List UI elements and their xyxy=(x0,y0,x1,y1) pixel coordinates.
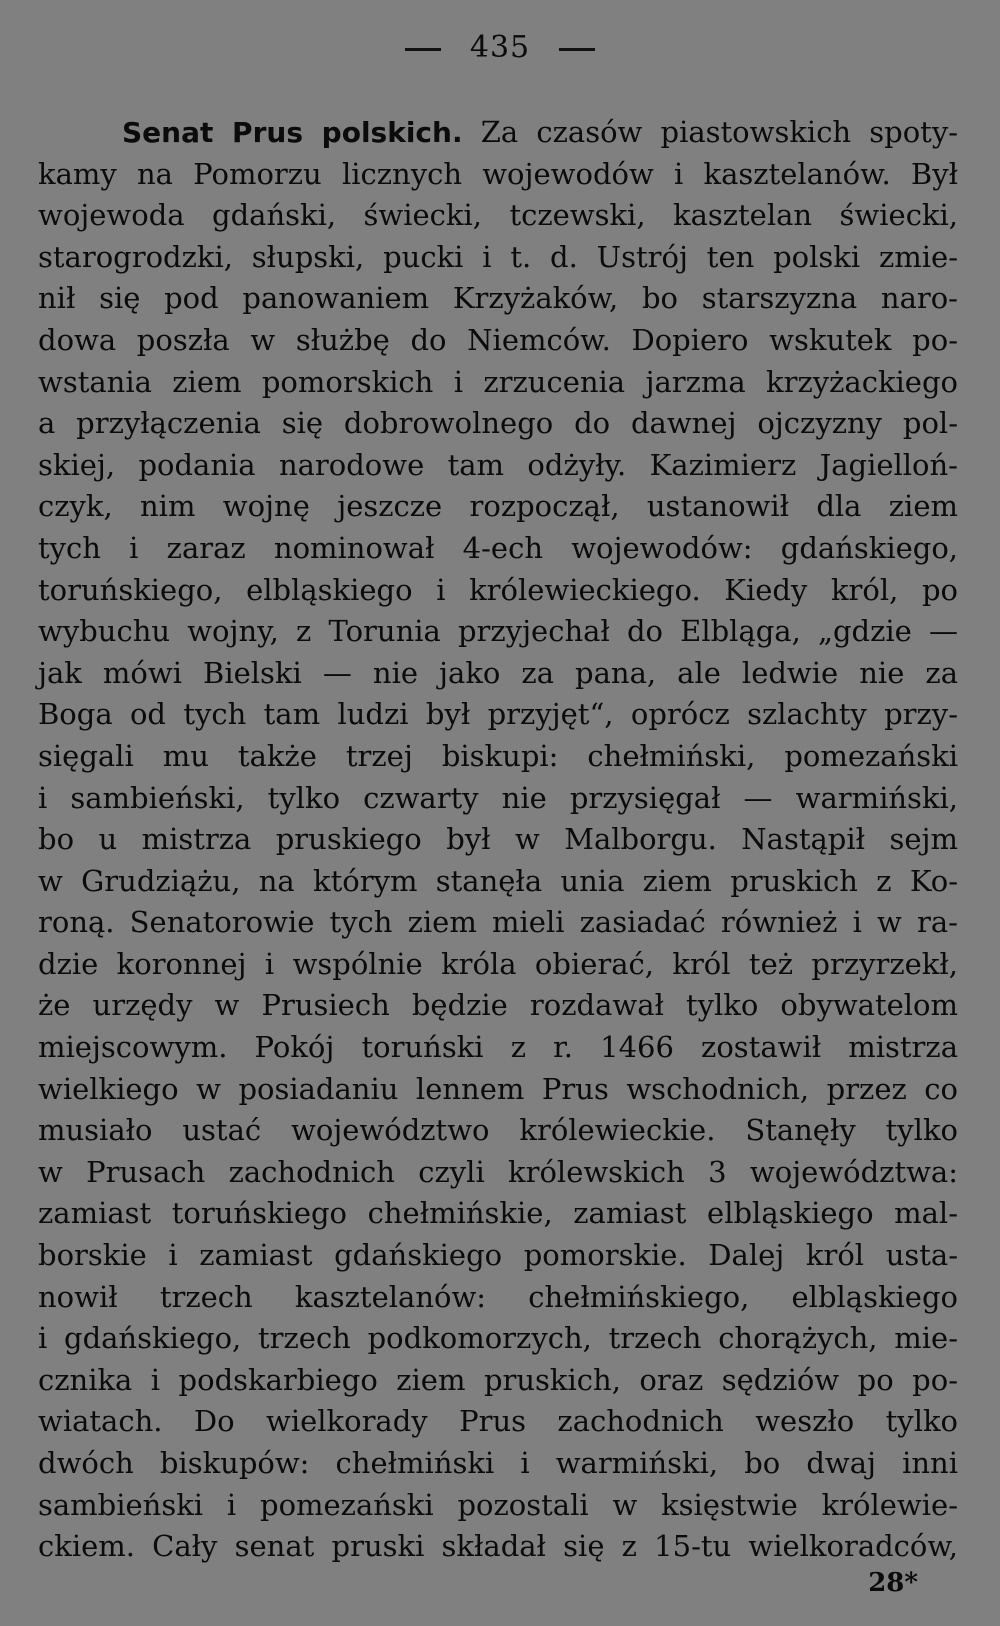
text-line: dzie koronnej i wspólnie króla obierać, król też przyrzekł, xyxy=(38,946,958,981)
text-line: wstania ziem pomorskich i zrzucenia jarzma krzyżackiego xyxy=(38,364,958,399)
text-line xyxy=(38,112,958,154)
text-line: wielkiego w posiadaniu lennem Prus wschodnich, przez co xyxy=(38,1071,958,1106)
header-dash-left xyxy=(405,48,441,51)
text-line: kamy na Pomorzu licznych wojewodów i kasztelanów. Był xyxy=(38,156,958,191)
text-line: i gdańskiego, trzech podkomorzych, trzech chorążych, mie- xyxy=(38,1321,958,1356)
text-line: wojewoda gdański, świecki, tczewski, kasztelan świecki, xyxy=(38,198,958,233)
printer-signature: 28* xyxy=(868,1568,918,1598)
text-line: w Grudziążu, na którym stanęła unia ziem pruskich z Ko- xyxy=(38,863,958,898)
text-line: wiatach. Do wielkorady Prus zachodnich weszło tylko xyxy=(38,1404,958,1439)
section-lead-heading: Senat Prus polskich. xyxy=(122,116,463,149)
text-line: ckiem. Cały senat pruski składał się z 15-tu wielkoradców, xyxy=(38,1529,958,1564)
text-line: tych i zaraz nominował 4-ech wojewodów: gdańskiego, xyxy=(38,530,958,565)
text-line: dowa poszła w służbę do Niemców. Dopiero wskutek po- xyxy=(38,322,958,357)
text-line: sambieński i pomezański pozostali w księstwie królewie- xyxy=(38,1487,958,1522)
text-line: dwóch biskupów: chełmiński i warmiński, bo dwaj inni xyxy=(38,1446,958,1480)
page-header xyxy=(0,30,1000,65)
text-line: bo u mistrza pruskiego był w Malborgu. Nastąpił sejm xyxy=(38,822,958,857)
text-line: nił się pod panowaniem Krzyżaków, bo starszyzna naro- xyxy=(38,281,958,316)
text-line-content: Za czasów piastowskich spoty- xyxy=(480,115,959,149)
text-line: musiało ustać województwo królewieckie. Stanęły tylko xyxy=(38,1113,958,1148)
text-line: jak mówi Bielski — nie jako za pana, ale ledwie nie za xyxy=(38,655,958,690)
text-line: borskie i zamiast gdańskiego pomorskie. Dalej król usta- xyxy=(38,1238,958,1273)
text-line: miejscowym. Pokój toruński z r. 1466 zostawił mistrza xyxy=(38,1030,958,1065)
text-line: skiej, podania narodowe tam odżyły. Kazimierz Jagielloń- xyxy=(38,447,958,482)
text-line: Boga od tych tam ludzi był przyjęt“, oprócz szlachty przy- xyxy=(38,697,958,732)
paragraph-senat-prus xyxy=(38,112,958,1568)
text-line: sięgali mu także trzej biskupi: chełmiński, pomezański xyxy=(38,738,958,773)
text-line: roną. Senatorowie tych ziem mieli zasiadać również i w ra- xyxy=(38,905,958,940)
text-line: zamiast toruńskiego chełmińskie, zamiast elbląskiego mal- xyxy=(38,1196,958,1231)
text-line: wybuchu wojny, z Torunia przyjechał do Elbląga, „gdzie — xyxy=(38,614,958,649)
text-line: że urzędy w Prusiech będzie rozdawał tylko obywatelom xyxy=(38,988,958,1023)
header-dash-right xyxy=(559,48,595,51)
text-line: nowił trzech kasztelanów: chełmińskiego, elbląskiego xyxy=(38,1279,958,1314)
text-line: i sambieński, tylko czwarty nie przysięgał — warmiński, xyxy=(38,780,958,815)
text-line: w Prusach zachodnich czyli królewskich 3 województwa: xyxy=(38,1154,958,1189)
text-line: cznika i podskarbiego ziem pruskich, oraz sędziów po po- xyxy=(38,1362,958,1397)
text-line: a przyłączenia się dobrowolnego do dawnej ojczyzny pol- xyxy=(38,406,958,441)
text-line: toruńskiego, elbląskiego i królewieckiego. Kiedy król, po xyxy=(38,572,958,607)
page-number: 435 xyxy=(469,30,531,65)
text-line: czyk, nim wojnę jeszcze rozpoczął, ustanowił dla ziem xyxy=(38,489,958,524)
text-line: starogrodzki, słupski, pucki i t. d. Ustrój ten polski zmie- xyxy=(38,239,958,274)
